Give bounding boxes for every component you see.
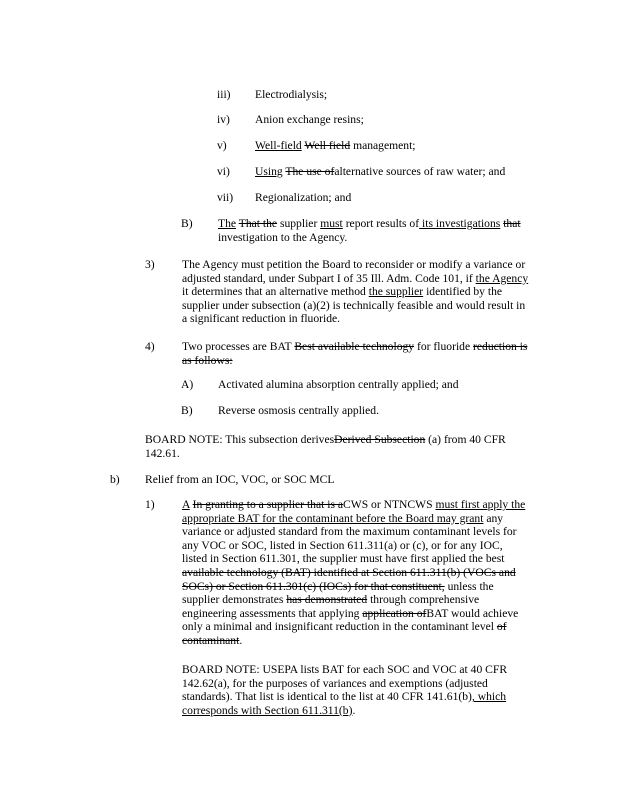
inserted-text: appropriate BAT for the contaminant before the Board may grant	[182, 511, 484, 525]
text-line: corresponds with Section 611.311(b).	[182, 703, 356, 717]
text-line: supplier demonstrates has demonstrated through comprehensive	[182, 593, 480, 607]
deleted-text: Best available technology	[294, 340, 415, 353]
num-3: 3)	[145, 258, 155, 271]
text-line: SOCs) or Section 611.301(c) (IOCs) for that constituent, unless the	[182, 579, 494, 593]
num-A: A)	[181, 378, 194, 391]
inserted-text: must first apply the	[435, 498, 526, 511]
item-B-text	[218, 217, 521, 244]
text-line: Two processes are BAT Best available technology for fluoride reduction is	[182, 340, 528, 353]
plain-text: supplier	[279, 217, 318, 230]
num-b1: 1)	[145, 498, 155, 511]
deleted-text: has demonstrated	[286, 593, 368, 607]
inserted-text: the Agency	[475, 271, 529, 285]
text-line: A In granting to a supplier that is aCWS or NTNCWS must first apply the	[182, 498, 526, 511]
text-line: only a minimal and insignificant reduction in the contaminant level of	[182, 620, 507, 634]
num-B-upper: B)	[181, 217, 193, 230]
num-v: v)	[217, 139, 227, 152]
item-A-text: Activated alumina absorption centrally applied; and	[218, 378, 459, 391]
deleted-text: available technology (BAT) identified at Section 611.311(b) (VOCs and	[182, 565, 516, 579]
inserted-text: corresponds with Section 611.311(b)	[182, 703, 353, 717]
deleted-text: Derived Subsection	[334, 433, 426, 446]
deleted-text: In granting to a supplier that is a	[192, 498, 344, 511]
num-4: 4)	[145, 340, 155, 353]
item-v-text	[255, 139, 416, 153]
item-vi-text	[255, 165, 505, 179]
text-line: it determines that an alternative method the supplier identified by the	[182, 285, 503, 299]
plain-text: management;	[353, 139, 416, 152]
section-b-num: b)	[110, 473, 120, 486]
num-vi: vi)	[217, 165, 230, 178]
text-line: BOARD NOTE: USEPA lists BAT for each SOC and VOC at 40 CFR	[182, 663, 508, 676]
deleted-text: reduction is	[473, 340, 528, 353]
text-line: listed in Section 611.301, the supplier must have first applied the best	[182, 552, 505, 566]
text-line: 142.61.	[145, 446, 180, 460]
section-b-heading: Relief from an IOC, VOC, or SOC MCL	[145, 473, 335, 486]
num-iii: iii)	[217, 88, 231, 101]
inserted-text: A	[182, 498, 190, 511]
deleted-text: contaminant	[182, 633, 240, 647]
item-iii-text: Electrodialysis;	[255, 88, 328, 101]
deleted-text: of	[496, 620, 507, 634]
para-b1-text	[182, 498, 525, 648]
inserted-text: its investigations	[422, 217, 501, 230]
inserted-text: The	[218, 217, 237, 230]
num-vii: vii)	[217, 191, 234, 204]
text-line: BOARD NOTE: This subsection derivesDerived Subsection (a) from 40 CFR	[145, 433, 506, 446]
deleted-text: That the	[238, 217, 278, 230]
text-line: investigation to the Agency.	[218, 230, 348, 244]
text-line: any VOC or SOC, listed in Section 611.311(a) or (c), or for any IOC,	[182, 538, 503, 552]
plain-text: report results of	[345, 217, 420, 230]
num-iv: iv)	[217, 113, 230, 126]
deleted-text: that	[503, 217, 521, 230]
text-line: appropriate BAT for the contaminant before the Board may grant any	[182, 511, 504, 525]
text-line: adjusted standard, under Subpart I of 35 Ill. Adm. Code 101, if the Agency	[182, 271, 529, 285]
deleted-text: application of	[362, 606, 427, 620]
text-line: 142.62(a), for the purposes of variances and exemptions (adjusted	[182, 676, 488, 690]
text-line: supplier under subsection (a)(2) is technically feasible and would result in	[182, 298, 526, 312]
inserted-text: Using	[255, 165, 283, 178]
text-line: The Agency must petition the Board to reconsider or modify a variance or	[182, 258, 526, 271]
num-B: B)	[181, 404, 193, 417]
text-line: variance or adjusted standard from the maximum contaminant levels for	[182, 525, 517, 539]
inserted-text: the supplier	[368, 285, 424, 299]
deleted-text: SOCs) or Section 611.301(c) (IOCs) for that constituent,	[182, 579, 445, 593]
para-4-text	[182, 340, 527, 367]
deleted-text: Well field	[304, 139, 351, 152]
plain-text: alternative sources of raw water; and	[334, 165, 506, 178]
text-line: a significant reduction in fluoride.	[182, 312, 341, 326]
text-line: standards). That list is identical to the list at 40 CFR 141.61(b), which	[182, 690, 507, 704]
deleted-text: as follows:	[182, 353, 233, 367]
item-iv-text: Anion exchange resins;	[255, 113, 364, 126]
board-note-2	[182, 663, 507, 717]
inserted-text: Well-field	[255, 139, 302, 152]
inserted-text: must	[320, 217, 343, 230]
para-3-text	[182, 258, 528, 326]
board-note-1	[145, 433, 506, 460]
text-line	[182, 566, 525, 580]
text-line: contaminant.	[182, 633, 243, 647]
deleted-text: The use of	[285, 165, 335, 178]
inserted-text: , which	[471, 690, 507, 704]
text-line	[182, 354, 527, 368]
text-line: engineering assessments that applying application ofBAT would achieve	[182, 606, 519, 620]
item-B2-text: Reverse osmosis centrally applied.	[218, 404, 379, 417]
item-vii-text: Regionalization; and	[255, 191, 352, 204]
